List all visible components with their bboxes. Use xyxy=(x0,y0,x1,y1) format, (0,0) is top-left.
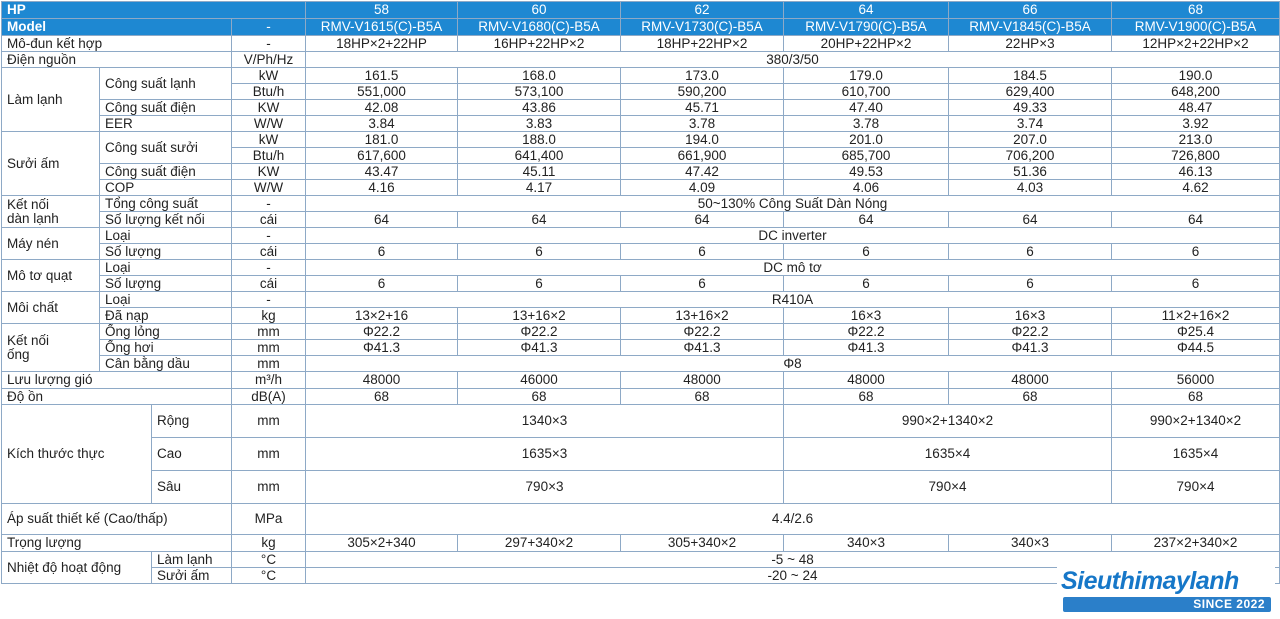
watermark-since: SINCE 2022 xyxy=(1193,597,1265,611)
value-cell: 13+16×2 xyxy=(458,308,621,324)
unit-cell: mm xyxy=(232,356,306,372)
value-cell: Φ22.2 xyxy=(949,324,1112,340)
value-cell: Φ41.3 xyxy=(949,340,1112,356)
value-cell: 45.71 xyxy=(621,100,784,116)
row-label: Cao xyxy=(152,438,232,471)
value-cell: 641,400 xyxy=(458,148,621,164)
hp-row xyxy=(2,2,1280,19)
value-cell: 13×2+16 xyxy=(306,308,458,324)
unit-cell: kW xyxy=(232,132,306,148)
value-cell: 12HP×2+22HP×2 xyxy=(1112,36,1280,52)
dim-height-row xyxy=(2,438,1280,471)
value-cell: 648,200 xyxy=(1112,84,1280,100)
row-label: Số lượng kết nối xyxy=(100,212,232,228)
value-cell: 726,800 xyxy=(1112,148,1280,164)
unit-cell: mm xyxy=(232,324,306,340)
value-cell: 6 xyxy=(784,244,949,260)
value-cell: 173.0 xyxy=(621,68,784,84)
value-cell: 213.0 xyxy=(1112,132,1280,148)
value-cell: 4.03 xyxy=(949,180,1112,196)
value-cell: 629,400 xyxy=(949,84,1112,100)
value-cell: -5 ~ 48 xyxy=(306,552,1280,568)
value-cell: 49.53 xyxy=(784,164,949,180)
hp-label: HP xyxy=(2,2,306,19)
value-cell: 4.62 xyxy=(1112,180,1280,196)
value-cell: 6 xyxy=(621,276,784,292)
value-cell: 20HP+22HP×2 xyxy=(784,36,949,52)
value-cell: 1635×4 xyxy=(784,438,1112,471)
group-label: Kích thước thực xyxy=(2,405,152,504)
value-cell: 3.92 xyxy=(1112,116,1280,132)
value-cell: 685,700 xyxy=(784,148,949,164)
value-cell: 179.0 xyxy=(784,68,949,84)
unit-cell: MPa xyxy=(232,504,306,535)
group-label-line: Kết nối xyxy=(7,332,50,348)
group-label: Nhiệt độ hoạt động xyxy=(2,552,152,584)
unit-cell: KW xyxy=(232,164,306,180)
value-cell: 49.33 xyxy=(949,100,1112,116)
row-label: Công suất điện xyxy=(100,100,232,116)
value-cell: 6 xyxy=(458,244,621,260)
hp-value: 60 xyxy=(458,2,621,19)
fan-type-row xyxy=(2,260,1280,276)
value-cell: 6 xyxy=(949,276,1112,292)
value-cell: 64 xyxy=(621,212,784,228)
row-label: Loại xyxy=(100,292,232,308)
value-cell: -20 ~ 24 xyxy=(306,568,1280,584)
value-cell: 18HP+22HP×2 xyxy=(621,36,784,52)
watermark-logo xyxy=(1057,567,1275,615)
value-cell: 3.83 xyxy=(458,116,621,132)
value-cell: 573,100 xyxy=(458,84,621,100)
value-cell: 48000 xyxy=(621,372,784,389)
row-label: Loại xyxy=(100,260,232,276)
group-label-line: ống xyxy=(7,346,30,362)
value-cell: 161.5 xyxy=(306,68,458,84)
unit-cell: mm xyxy=(232,438,306,471)
value-cell: 22HP×3 xyxy=(949,36,1112,52)
row-label: Số lượng xyxy=(100,244,232,260)
value-cell: 305×2+340 xyxy=(306,535,458,552)
value-cell: DC mô tơ xyxy=(306,260,1280,276)
unit-cell: - xyxy=(232,228,306,244)
heating-kw-row xyxy=(2,132,1280,148)
row-label: Loại xyxy=(100,228,232,244)
group-label: Môi chất xyxy=(2,292,100,324)
row-label: Điện nguồn xyxy=(2,52,232,68)
airflow-row xyxy=(2,372,1280,389)
value-cell: 706,200 xyxy=(949,148,1112,164)
model-name: RMV-V1900(C)-B5A xyxy=(1112,19,1280,36)
row-label: Tổng công suất xyxy=(100,196,232,212)
value-cell: 16HP+22HP×2 xyxy=(458,36,621,52)
unit-cell: V/Ph/Hz xyxy=(232,52,306,68)
heating-power-row xyxy=(2,164,1280,180)
hp-value: 66 xyxy=(949,2,1112,19)
row-label: Số lượng xyxy=(100,276,232,292)
piping-liquid-row xyxy=(2,324,1280,340)
refrigerant-type-row xyxy=(2,292,1280,308)
value-cell: 4.4/2.6 xyxy=(306,504,1280,535)
value-cell: 16×3 xyxy=(949,308,1112,324)
indoor-count-row xyxy=(2,212,1280,228)
unit-cell: cái xyxy=(232,276,306,292)
row-label: Trọng lượng xyxy=(2,535,232,552)
model-label: Model xyxy=(2,19,232,36)
value-cell: 188.0 xyxy=(458,132,621,148)
model-name: RMV-V1845(C)-B5A xyxy=(949,19,1112,36)
unit-cell: cái xyxy=(232,212,306,228)
value-cell: 68 xyxy=(784,389,949,405)
value-cell: 6 xyxy=(621,244,784,260)
value-cell: Φ41.3 xyxy=(306,340,458,356)
power-row xyxy=(2,52,1280,68)
value-cell: Φ22.2 xyxy=(621,324,784,340)
value-cell: 4.17 xyxy=(458,180,621,196)
value-cell: 6 xyxy=(1112,244,1280,260)
model-row xyxy=(2,19,1280,36)
value-cell: Φ41.3 xyxy=(784,340,949,356)
cooling-eer-row xyxy=(2,116,1280,132)
value-cell: 64 xyxy=(784,212,949,228)
value-cell: 6 xyxy=(458,276,621,292)
value-cell: 207.0 xyxy=(949,132,1112,148)
row-label: Áp suất thiết kế (Cao/thấp) xyxy=(2,504,232,535)
weight-row xyxy=(2,535,1280,552)
unit-cell: Btu/h xyxy=(232,148,306,164)
row-label: Công suất điện xyxy=(100,164,232,180)
value-cell: DC inverter xyxy=(306,228,1280,244)
value-cell: 68 xyxy=(458,389,621,405)
value-cell: Φ22.2 xyxy=(784,324,949,340)
noise-row xyxy=(2,389,1280,405)
unit-cell: kg xyxy=(232,535,306,552)
unit-cell: - xyxy=(232,292,306,308)
value-cell: 6 xyxy=(306,244,458,260)
value-cell: 68 xyxy=(306,389,458,405)
fan-qty-row xyxy=(2,276,1280,292)
value-cell: 610,700 xyxy=(784,84,949,100)
compressor-qty-row xyxy=(2,244,1280,260)
value-cell: 16×3 xyxy=(784,308,949,324)
value-cell: 4.09 xyxy=(621,180,784,196)
row-label: Sưởi ấm xyxy=(152,568,232,584)
unit-cell: °C xyxy=(232,552,306,568)
value-cell: 790×3 xyxy=(306,471,784,504)
refrigerant-charge-row xyxy=(2,308,1280,324)
value-cell: 590,200 xyxy=(621,84,784,100)
value-cell: 48000 xyxy=(949,372,1112,389)
value-cell: 64 xyxy=(458,212,621,228)
row-label: Đã nạp xyxy=(100,308,232,324)
unit-cell: - xyxy=(232,260,306,276)
value-cell: 68 xyxy=(621,389,784,405)
unit-cell: mm xyxy=(232,340,306,356)
value-cell: 1635×3 xyxy=(306,438,784,471)
value-cell: 1340×3 xyxy=(306,405,784,438)
indoor-total-row xyxy=(2,196,1280,212)
unit-cell: - xyxy=(232,36,306,52)
value-cell: 51.36 xyxy=(949,164,1112,180)
value-cell: 990×2+1340×2 xyxy=(1112,405,1280,438)
value-cell: R410A xyxy=(306,292,1280,308)
value-cell: 68 xyxy=(949,389,1112,405)
value-cell: 790×4 xyxy=(1112,471,1280,504)
value-cell: Φ41.3 xyxy=(621,340,784,356)
unit-cell: dB(A) xyxy=(232,389,306,405)
value-cell: 48000 xyxy=(306,372,458,389)
compressor-type-row xyxy=(2,228,1280,244)
unit-cell: W/W xyxy=(232,180,306,196)
value-cell: Φ44.5 xyxy=(1112,340,1280,356)
value-cell: 64 xyxy=(1112,212,1280,228)
hp-value: 62 xyxy=(621,2,784,19)
module-row xyxy=(2,36,1280,52)
row-label: Rộng xyxy=(152,405,232,438)
value-cell: 3.78 xyxy=(784,116,949,132)
value-cell: 3.74 xyxy=(949,116,1112,132)
pressure-row xyxy=(2,504,1280,535)
value-cell: 56000 xyxy=(1112,372,1280,389)
value-cell: 201.0 xyxy=(784,132,949,148)
value-cell: 47.42 xyxy=(621,164,784,180)
value-cell: Φ22.2 xyxy=(458,324,621,340)
unit-cell: KW xyxy=(232,100,306,116)
model-name: RMV-V1730(C)-B5A xyxy=(621,19,784,36)
value-cell: 50~130% Công Suất Dàn Nóng xyxy=(306,196,1280,212)
value-cell: 617,600 xyxy=(306,148,458,164)
value-cell: 6 xyxy=(306,276,458,292)
dim-depth-row xyxy=(2,471,1280,504)
value-cell: 340×3 xyxy=(949,535,1112,552)
value-cell: 190.0 xyxy=(1112,68,1280,84)
value-cell: 184.5 xyxy=(949,68,1112,84)
value-cell: Φ41.3 xyxy=(458,340,621,356)
row-label: Sâu xyxy=(152,471,232,504)
hp-value: 64 xyxy=(784,2,949,19)
value-cell: 181.0 xyxy=(306,132,458,148)
value-cell: 4.16 xyxy=(306,180,458,196)
row-label: Lưu lượng gió xyxy=(2,372,232,389)
hp-value: 68 xyxy=(1112,2,1280,19)
model-unit: - xyxy=(232,19,306,36)
value-cell: 237×2+340×2 xyxy=(1112,535,1280,552)
value-cell: 790×4 xyxy=(784,471,1112,504)
value-cell: 3.84 xyxy=(306,116,458,132)
value-cell: 4.06 xyxy=(784,180,949,196)
cooling-kw-row xyxy=(2,68,1280,84)
value-cell: 43.86 xyxy=(458,100,621,116)
value-cell: 661,900 xyxy=(621,148,784,164)
unit-cell: W/W xyxy=(232,116,306,132)
value-cell: 13+16×2 xyxy=(621,308,784,324)
value-cell: Φ22.2 xyxy=(306,324,458,340)
row-label: Mô-đun kết hợp xyxy=(2,36,232,52)
group-label: Máy nén xyxy=(2,228,100,260)
value-cell: 64 xyxy=(949,212,1112,228)
value-cell: 43.47 xyxy=(306,164,458,180)
group-label: Mô tơ quạt xyxy=(2,260,100,292)
row-label: Ống lỏng xyxy=(100,324,232,340)
model-name: RMV-V1790(C)-B5A xyxy=(784,19,949,36)
value-cell: 42.08 xyxy=(306,100,458,116)
value-cell: 6 xyxy=(949,244,1112,260)
unit-cell: mm xyxy=(232,405,306,438)
value-cell: 47.40 xyxy=(784,100,949,116)
value-cell: 6 xyxy=(784,276,949,292)
value-cell: Φ25.4 xyxy=(1112,324,1280,340)
value-cell: 48000 xyxy=(784,372,949,389)
unit-cell: kW xyxy=(232,68,306,84)
value-cell: 297+340×2 xyxy=(458,535,621,552)
row-label: Độ ồn xyxy=(2,389,232,405)
row-label: COP xyxy=(100,180,232,196)
value-cell: 990×2+1340×2 xyxy=(784,405,1112,438)
model-name: RMV-V1680(C)-B5A xyxy=(458,19,621,36)
unit-cell: °C xyxy=(232,568,306,584)
value-cell: Φ8 xyxy=(306,356,1280,372)
unit-cell: mm xyxy=(232,471,306,504)
cooling-power-row xyxy=(2,100,1280,116)
value-cell: 551,000 xyxy=(306,84,458,100)
unit-cell: m³/h xyxy=(232,372,306,389)
value-cell: 1635×4 xyxy=(1112,438,1280,471)
temp-cool-row xyxy=(2,552,1280,568)
heating-cop-row xyxy=(2,180,1280,196)
row-label: Làm lạnh xyxy=(152,552,232,568)
value-cell: 305+340×2 xyxy=(621,535,784,552)
value-cell: 68 xyxy=(1112,389,1280,405)
piping-oil-row xyxy=(2,356,1280,372)
unit-cell: kg xyxy=(232,308,306,324)
unit-cell: Btu/h xyxy=(232,84,306,100)
hp-value: 58 xyxy=(306,2,458,19)
model-name: RMV-V1615(C)-B5A xyxy=(306,19,458,36)
group-label xyxy=(2,196,100,228)
value-cell: 45.11 xyxy=(458,164,621,180)
value-cell: 168.0 xyxy=(458,68,621,84)
row-label: EER xyxy=(100,116,232,132)
piping-gas-row xyxy=(2,340,1280,356)
value-cell: 48.47 xyxy=(1112,100,1280,116)
group-label-line: dàn lạnh xyxy=(7,210,59,226)
value-cell: 340×3 xyxy=(784,535,949,552)
unit-cell: cái xyxy=(232,244,306,260)
dim-width-row xyxy=(2,405,1280,438)
value-cell: 46.13 xyxy=(1112,164,1280,180)
row-label: Công suất lạnh xyxy=(100,68,232,100)
value-cell: 380/3/50 xyxy=(306,52,1280,68)
watermark-brand: Sieuthimaylanh xyxy=(1061,567,1239,595)
spec-table xyxy=(1,1,1280,584)
unit-cell: - xyxy=(232,196,306,212)
value-cell: 64 xyxy=(306,212,458,228)
group-label-line: Kết nối xyxy=(7,196,50,212)
value-cell: 6 xyxy=(1112,276,1280,292)
value-cell: 46000 xyxy=(458,372,621,389)
value-cell: 11×2+16×2 xyxy=(1112,308,1280,324)
row-label: Cân bằng dầu xyxy=(100,356,232,372)
group-label: Làm lạnh xyxy=(2,68,100,132)
value-cell: 194.0 xyxy=(621,132,784,148)
row-label: Công suất sưởi xyxy=(100,132,232,164)
row-label: Ống hơi xyxy=(100,340,232,356)
group-label: Sưởi ấm xyxy=(2,132,100,196)
group-label xyxy=(2,324,100,372)
value-cell: 3.78 xyxy=(621,116,784,132)
value-cell: 18HP×2+22HP xyxy=(306,36,458,52)
